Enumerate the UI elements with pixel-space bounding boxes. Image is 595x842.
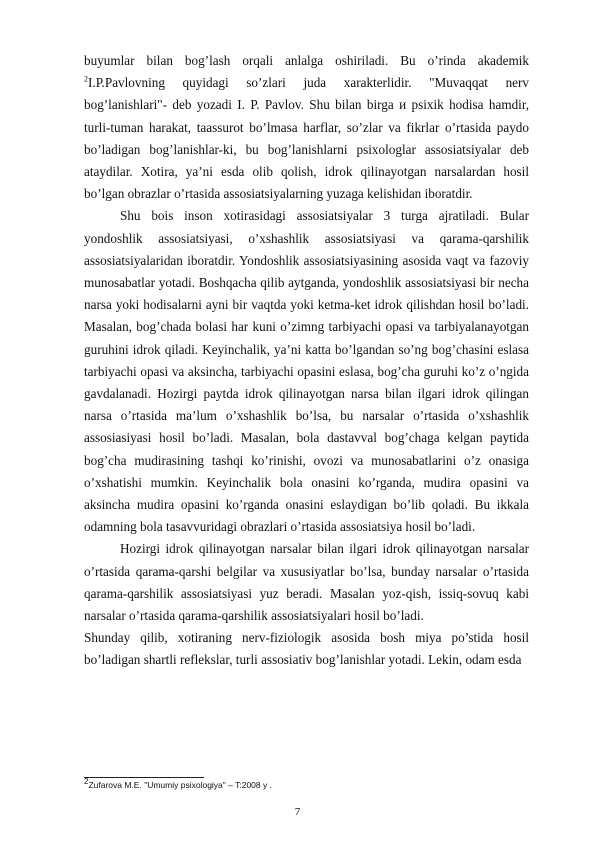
paragraph-1 (84, 50, 529, 205)
paragraph-4: Shunday qilib, xotiraning nerv-fiziologik asosida bosh miya po’stida hosil bo’ladigan shartli reflekslar, turli assosiativ bog’lanishlar yotadi. Lekin, odam esda (84, 630, 529, 668)
document-body (84, 50, 529, 672)
footnote (84, 777, 272, 790)
paragraph-1-text-b: I.P.Pavlovning quyidagi so’zlari juda xarakterlidir. "Muvaqqat nerv bog’lanishlari"- deb yozadi I. P. Pavlov. Shu bilan birga и psixik hodisa hamdir, turli-tuman harakat, taassurot bo’lmasa harflar, so’zlar va fikrlar o’rtasida paydo bo’ladigan bog’lanishlar-ki, bu bog’lanishlarni psixologlar assosiatsiyalar deb ataydilar. Xotira, ya’ni esda olib qolish, idrok qilinayotgan narsalardan hosil bo’lgan obrazlar o’rtasida assosiatsiyalarning yuzaga kelishidan iboratdir. (84, 75, 529, 202)
paragraph-1-text-a: buyumlar bilan bog’lash orqali anlalga oshiriladi. Bu o’rinda akademik (84, 53, 529, 68)
footnote-divider (84, 777, 204, 778)
page-number: 7 (294, 806, 301, 818)
footnote-ref: 2 (84, 74, 88, 84)
footnote-text: Zufarova M.E. "Umumiy psixologiya" – T:2008 y . (88, 780, 272, 790)
paragraph-2: Shu bois inson xotirasidagi assosiatsiyalar 3 turga ajratiladi. Bular yondoshlik assosiatsiyasi, o’xshashlik assosiatsiyasi va qarama-qarshilik assosiatsiyalaridan iboratdir. Yondoshlik assosiatsiyasining asosida vaqt va fazoviy munosabatlar yotadi. Boshqacha qilib aytganda, yondoshlik assosiatsiyasi bir necha narsa yoki hodisalarni ayni bir vaqtda yoki ketma-ket idrok qilishdan hosil bo’ladi. Masalan, bog’chada bolasi har kuni o’zimng tarbiyachi opasi va tarbiyalanayotgan guruhini idrok qiladi. Keyinchalik, ya’ni katta bo’lgandan so’ng bog’chasini eslasa tarbiyachi opasi va aksincha, tarbiyachi opasini eslasa, bog’cha guruhi ko’z o’ngida gavdalanadi. Hozirgi paytda idrok qilinayotgan narsa bilan ilgari idrok qilingan narsa o’rtasida ma’lum o’xshashlik bo’lsa, bu narsalar o’rtasida o’xshashlik assosiasiyasi hosil bo’ladi. Masalan, bola dastavval bog’chaga kelgan paytida bog’cha mudirasining tashqi ko’rinishi, ovozi va munosabatlarini o’z onasiga o’xshatishi mumkin. Keyinchalik bola onasini ko’rganda, mudira opasini va aksincha mudira opasini ko’rganda onasini eslaydigan bo’lib qoladi. Bu ikkala odamning bola tasavvuridagi obrazlari o’rtasida assosiatsiya hosil bo’ladi. (84, 208, 529, 535)
footnote-number: 2 (84, 777, 89, 787)
paragraph-3: Hozirgi idrok qilinayotgan narsalar bilan ilgari idrok qilinayotgan narsalar o’rtasida qarama-qarshi belgilar va xususiyatlar bo’lsa, bunday narsalar o’rtasida qarama-qarshilik assosiatsiyasi yuz beradi. Masalan yoz-qish, issiq-sovuq kabi narsalar o’rtasida qarama-qarshilik assosiatsiyalari hosil bo’ladi. (84, 541, 529, 624)
